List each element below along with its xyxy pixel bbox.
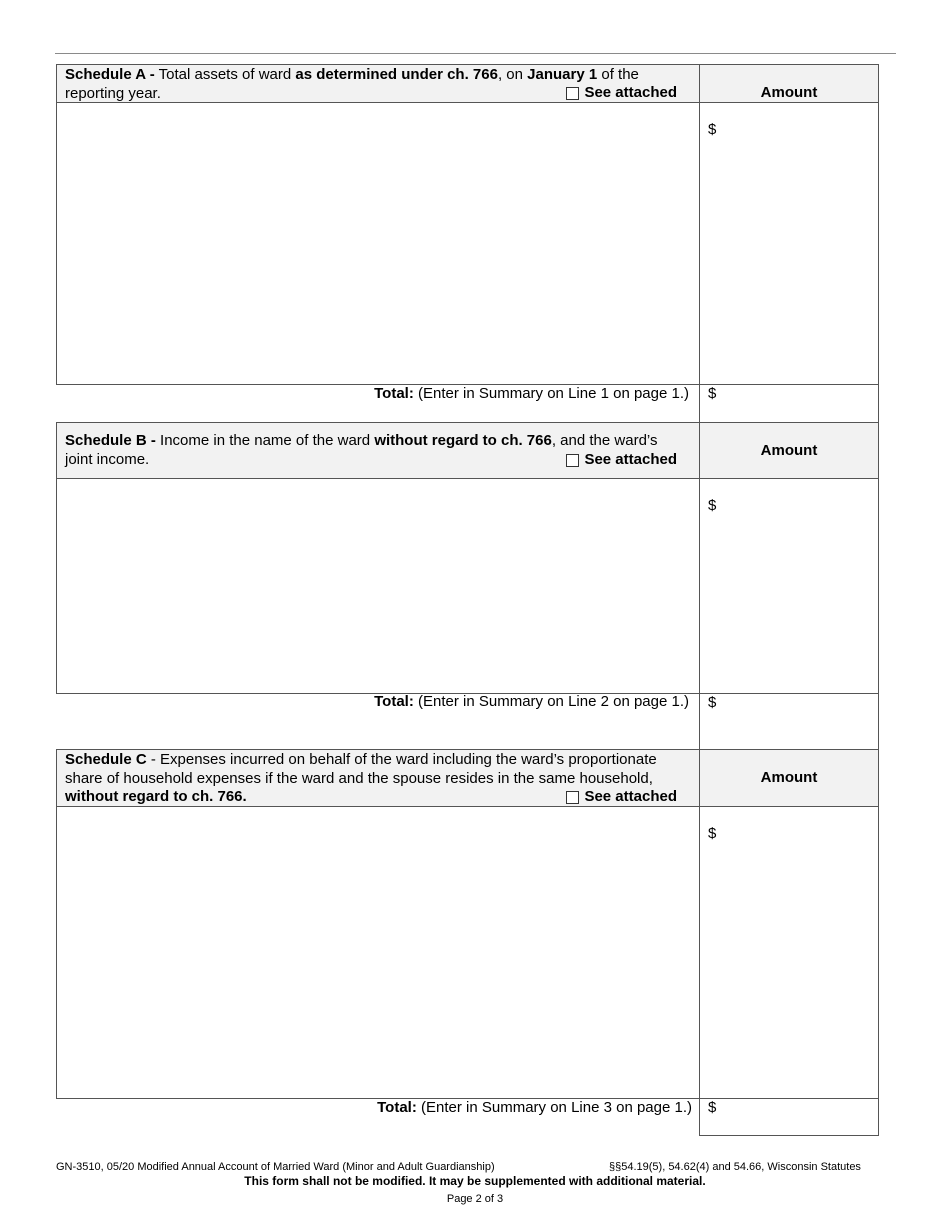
schedule-a-total-label: Total: (Enter in Summary on Line 1 on page 1.) bbox=[374, 385, 689, 402]
schedule-b-amount-header: Amount bbox=[699, 422, 879, 479]
schedule-b-total-label: Total: (Enter in Summary on Line 2 on page 1.) bbox=[374, 693, 689, 710]
statute-reference: §§54.19(5), 54.62(4) and 54.66, Wisconsin Statutes bbox=[609, 1161, 861, 1173]
schedule-a-label: Schedule A - bbox=[65, 66, 155, 83]
schedule-c-total-amount[interactable] bbox=[699, 1098, 879, 1136]
form-code: GN-3510, 05/20 Modified Annual Account of Married Ward (Minor and Adult Guardianship) bbox=[56, 1161, 495, 1173]
see-attached-checkbox[interactable] bbox=[566, 87, 579, 100]
schedule-a-amount-header: Amount bbox=[699, 64, 879, 103]
top-divider bbox=[55, 53, 896, 54]
schedule-a-entry-area[interactable] bbox=[56, 102, 700, 385]
schedule-c-description: Schedule C - Expenses incurred on behalf of the ward including the ward’s proportionate bbox=[65, 751, 657, 768]
schedule-b-total-amount[interactable] bbox=[699, 693, 879, 750]
dollar-sign: $ bbox=[708, 121, 717, 138]
schedule-c-amount-column[interactable] bbox=[699, 806, 879, 1099]
schedule-b-see-attached[interactable]: See attached bbox=[566, 451, 677, 470]
schedule-a-header: Schedule A - Total assets of ward as determined under ch. 766, on January 1 of the reporting year. See attached bbox=[56, 64, 700, 103]
dollar-sign: $ bbox=[708, 825, 717, 842]
dollar-sign: $ bbox=[708, 385, 717, 402]
schedule-c-header: Schedule C - Expenses incurred on behalf of the ward including the ward’s proportionate share of household expenses if the ward and the spouse resides in the same household, without regard to ch. 766. See attached bbox=[56, 749, 700, 807]
see-attached-checkbox[interactable] bbox=[566, 791, 579, 804]
dollar-sign: $ bbox=[708, 497, 717, 514]
see-attached-checkbox[interactable] bbox=[566, 454, 579, 467]
schedule-c-see-attached[interactable]: See attached bbox=[566, 788, 677, 807]
schedule-a-amount-column[interactable] bbox=[699, 102, 879, 385]
schedule-b-description: Schedule B - Income in the name of the ward without regard to ch. 766, and the ward’s bbox=[65, 432, 658, 449]
modification-notice: This form shall not be modified. It may be supplemented with additional material. bbox=[244, 1174, 706, 1188]
schedule-c-amount-header: Amount bbox=[699, 749, 879, 807]
dollar-sign: $ bbox=[708, 1099, 717, 1116]
schedule-c-total-label: Total: (Enter in Summary on Line 3 on page 1.) bbox=[377, 1099, 692, 1116]
schedule-a-description: Schedule A - Total assets of ward as determined under ch. 766, on January 1 of the bbox=[65, 66, 639, 83]
schedule-b-entry-area[interactable] bbox=[56, 478, 700, 694]
page-number: Page 2 of 3 bbox=[446, 1193, 504, 1205]
dollar-sign: $ bbox=[708, 694, 717, 711]
schedule-b-amount-column[interactable] bbox=[699, 478, 879, 694]
schedule-c-entry-area[interactable] bbox=[56, 806, 700, 1099]
schedule-a-total-amount[interactable] bbox=[699, 384, 879, 423]
schedule-b-label: Schedule B - bbox=[65, 432, 156, 449]
schedule-c-label: Schedule C bbox=[65, 751, 147, 768]
schedule-b-header: Schedule B - Income in the name of the ward without regard to ch. 766, and the ward’s joint income. See attached bbox=[56, 422, 700, 479]
schedule-a-see-attached[interactable]: See attached bbox=[566, 84, 677, 103]
